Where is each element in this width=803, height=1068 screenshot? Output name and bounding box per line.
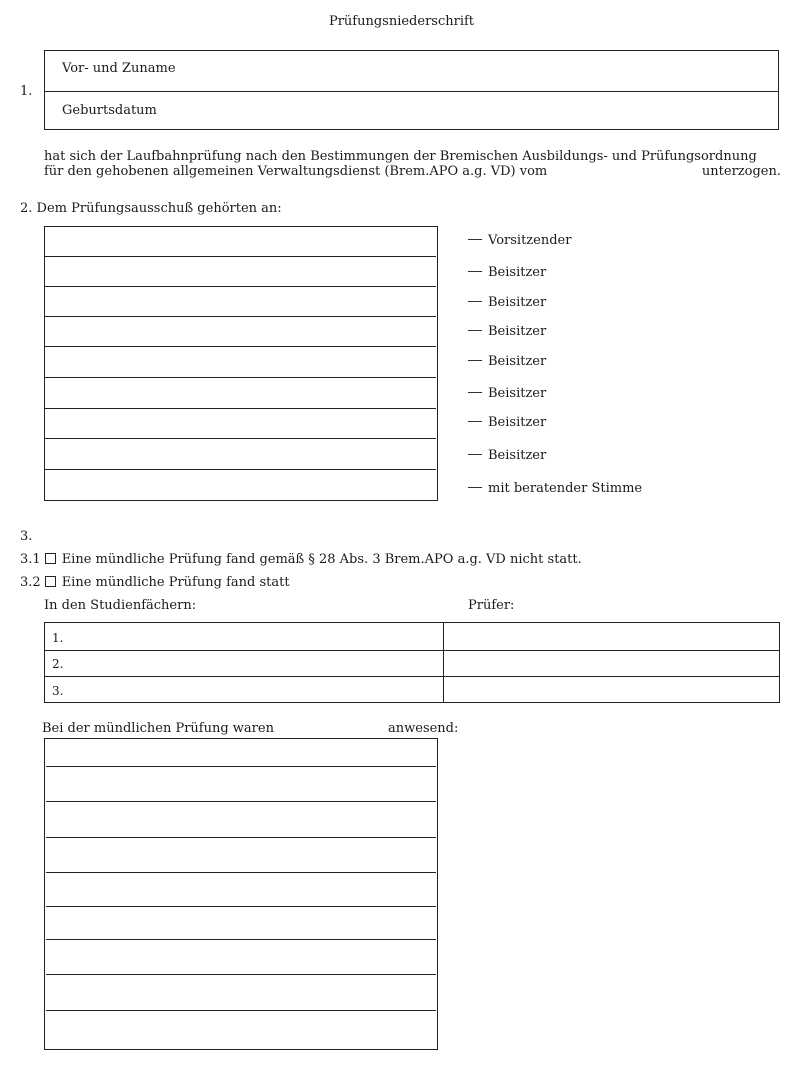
- option-3-1-number: 3.1: [20, 552, 41, 567]
- dash-mark: [468, 487, 482, 488]
- attendee-field[interactable]: [46, 908, 436, 938]
- attendance-row-line: [46, 801, 436, 802]
- section-3-number: 3.: [20, 529, 33, 544]
- committee-row-line: [44, 286, 436, 287]
- birthdate-field[interactable]: [300, 96, 770, 126]
- attendance-row-line: [46, 1010, 436, 1011]
- exam-date-field[interactable]: [576, 162, 696, 180]
- attendance-count-field[interactable]: [278, 720, 384, 736]
- committee-member-field[interactable]: [46, 228, 436, 255]
- committee-role-label: Beisitzer: [488, 265, 547, 280]
- committee-row-line: [44, 469, 436, 470]
- attendance-row-line: [46, 872, 436, 873]
- committee-role-label: Beisitzer: [488, 354, 547, 369]
- attendance-row-line: [46, 939, 436, 940]
- no-oral-exam-checkbox[interactable]: [45, 553, 56, 564]
- option-3-1: [20, 552, 582, 567]
- subject-row-number: 1.: [52, 631, 64, 645]
- attendance-row-line: [46, 906, 436, 907]
- committee-role: [468, 481, 642, 496]
- examiner-field[interactable]: [446, 652, 778, 675]
- committee-member-field[interactable]: [46, 348, 436, 375]
- committee-role-label: Vorsitzender: [488, 233, 572, 248]
- statement-line-2-left: für den gehobenen allgemeinen Verwaltungsdienst (Brem.APO a.g. VD) vom: [44, 164, 548, 179]
- subject-field[interactable]: [70, 678, 440, 701]
- option-3-2-number: 3.2: [20, 575, 41, 590]
- committee-role: [468, 354, 546, 369]
- attendee-field[interactable]: [46, 941, 436, 973]
- subject-row-number: 2.: [52, 657, 64, 671]
- committee-role-label: mit beratender Stimme: [488, 481, 643, 496]
- committee-role: [468, 295, 546, 310]
- subjects-label: In den Studienfächern:: [44, 598, 197, 613]
- name-field[interactable]: [300, 56, 770, 86]
- dash-mark: [468, 421, 482, 422]
- attendee-field[interactable]: [46, 976, 436, 1009]
- personal-data-divider: [44, 91, 779, 92]
- dash-mark: [468, 454, 482, 455]
- committee-role-label: Beisitzer: [488, 386, 547, 401]
- committee-member-field[interactable]: [46, 440, 436, 467]
- oral-exam-checkbox[interactable]: [45, 576, 56, 587]
- committee-role-label: Beisitzer: [488, 324, 547, 339]
- committee-role: [468, 386, 546, 401]
- committee-role: [468, 324, 546, 339]
- committee-member-field[interactable]: [46, 410, 436, 437]
- committee-role: [468, 448, 546, 463]
- dash-mark: [468, 392, 482, 393]
- committee-role: [468, 265, 546, 280]
- subject-field[interactable]: [70, 625, 440, 649]
- committee-row-line: [44, 438, 436, 439]
- subject-row-number: 3.: [52, 684, 64, 698]
- subject-field[interactable]: [70, 652, 440, 675]
- attendee-field[interactable]: [46, 1012, 436, 1048]
- committee-row-line: [44, 377, 436, 378]
- attendee-field[interactable]: [46, 768, 436, 800]
- dash-mark: [468, 301, 482, 302]
- birthdate-label: Geburtsdatum: [62, 103, 157, 118]
- attendance-right-text: anwesend:: [388, 721, 459, 736]
- committee-member-field[interactable]: [46, 318, 436, 345]
- attendance-left-text: Bei der mündlichen Prüfung waren: [42, 721, 274, 736]
- examiner-label: Prüfer:: [468, 598, 515, 613]
- examiner-field[interactable]: [446, 625, 778, 649]
- committee-role: [468, 233, 571, 248]
- committee-role: [468, 415, 546, 430]
- attendee-field[interactable]: [46, 740, 436, 765]
- committee-member-field[interactable]: [46, 379, 436, 406]
- attendance-row-line: [46, 974, 436, 975]
- attendance-row-line: [46, 837, 436, 838]
- committee-role-label: Beisitzer: [488, 448, 547, 463]
- subjects-row-line: [44, 676, 780, 677]
- dash-mark: [468, 239, 482, 240]
- option-3-2-text: Eine mündliche Prüfung fand statt: [61, 575, 290, 590]
- dash-mark: [468, 360, 482, 361]
- statement-line-2-right: unterzogen.: [701, 164, 781, 179]
- attendee-field[interactable]: [46, 874, 436, 905]
- option-3-2: [20, 575, 290, 590]
- attendance-row-line: [46, 766, 436, 767]
- section-2-heading: 2. Dem Prüfungsausschuß gehörten an:: [20, 201, 282, 216]
- attendee-field[interactable]: [46, 803, 436, 836]
- name-label: Vor- und Zuname: [62, 61, 176, 76]
- subjects-column-divider: [443, 622, 444, 703]
- committee-member-field[interactable]: [46, 288, 436, 315]
- committee-member-field[interactable]: [46, 258, 436, 285]
- committee-row-line: [44, 316, 436, 317]
- committee-member-field[interactable]: [46, 471, 436, 498]
- dash-mark: [468, 330, 482, 331]
- committee-role-label: Beisitzer: [488, 295, 547, 310]
- committee-row-line: [44, 408, 436, 409]
- examiner-field[interactable]: [446, 678, 778, 701]
- attendee-field[interactable]: [46, 839, 436, 871]
- option-3-1-text: Eine mündliche Prüfung fand gemäß § 28 Abs. 3 Brem.APO a.g. VD nicht statt.: [61, 552, 582, 567]
- statement-line-1: hat sich der Laufbahnprüfung nach den Bestimmungen der Bremischen Ausbildungs- und Prüfungsordnung: [44, 149, 757, 164]
- page-title: Prüfungsniederschrift: [328, 14, 475, 29]
- committee-row-line: [44, 256, 436, 257]
- committee-role-label: Beisitzer: [488, 415, 547, 430]
- subjects-row-line: [44, 650, 780, 651]
- dash-mark: [468, 271, 482, 272]
- section-1-number: 1.: [20, 84, 33, 99]
- committee-row-line: [44, 346, 436, 347]
